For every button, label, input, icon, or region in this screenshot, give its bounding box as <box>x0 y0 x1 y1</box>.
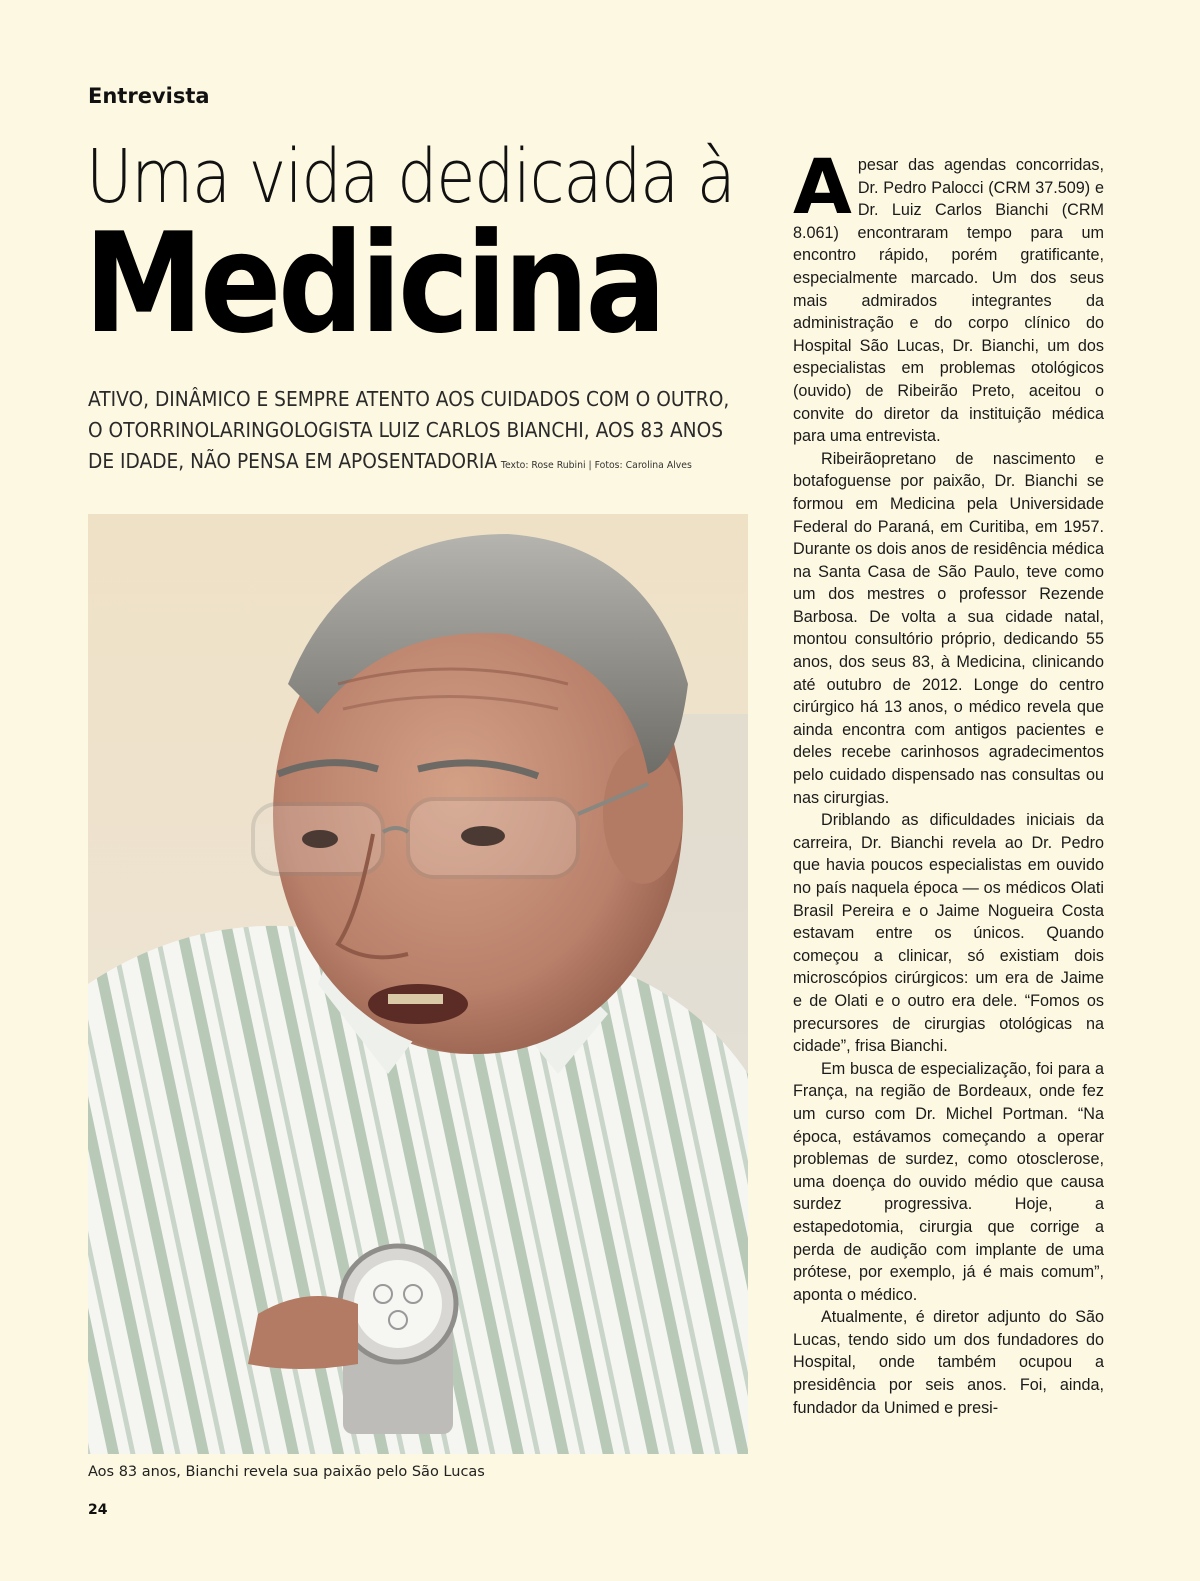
article-paragraph: Em busca de especialização, foi para a França, na região de Bordeaux, onde fez um curso com Dr. Michel Portman. “Na época, estávamos começando a operar problemas de surdez, como otosclerose, uma doença do ouvido médio que causa surdez progressiva. Hoje, a estapedotomia, cirurgia que corrige a perda de audição com implante de uma prótese, por exemplo, já é mais comum”, aponta o médico. <box>793 1059 1104 1304</box>
photo-caption: Aos 83 anos, Bianchi revela sua paixão pelo São Lucas <box>88 1464 485 1480</box>
article-paragraph: Driblando as dificuldades iniciais da carreira, Dr. Bianchi revela ao Dr. Pedro que havia poucos especialistas em ouvido no país naquela época — os médicos Olati Brasil Pereira e o Jaime Nogueira Costa estavam entre os únicos. Quando começou a clinicar, só existiam dois microscópios cirúrgicos: um era de Jaime e de Olati e o outro era dele. “Fomos os precursores de cirurgias otológicas na cidade”, frisa Bianchi. <box>793 811 1104 1056</box>
drop-cap: A <box>793 142 852 231</box>
page-number: 24 <box>88 1502 108 1518</box>
deck <box>88 384 808 481</box>
article-paragraph: Ribeirãopretano de nascimento e botafoguense por paixão, Dr. Bianchi se formou em Medicina pela Universidade Federal do Paraná, em Curitiba, em 1957. Durante os dois anos de residência médica na Santa Casa de São Paulo, teve como um dos mestres o professor Rezende Barbosa. De volta a sua cidade natal, montou consultório próprio, dedicando 55 anos, dos seus 83, à Medicina, clinicando até outubro de 2012. Longe do centro cirúrgico há 13 anos, o médico revela que ainda encontra com antigos pacientes e deles recebe carinhosos agradecimentos pelo cuidado dispensado nas consultas ou nas cirurgias. <box>793 449 1104 807</box>
portrait-photo <box>88 514 748 1454</box>
deck-line-text: DE IDADE, NÃO PENSA EM APOSENTADORIA <box>88 449 498 473</box>
article-paragraph-text: pesar das agendas concorridas, Dr. Pedro Palocci (CRM 37.509) e Dr. Luiz Carlos Bianchi (CRM 8.061) encontraram tempo para um encontro rápido, porém gratificante, especialmente marcado. Um dos seus mais admirados integrantes da administração e do corpo clínico do Hospital São Lucas, Dr. Bianchi, um dos especialistas em problemas otológicos (ouvido) de Ribeirão Preto, aceitou o convite do diretor da instituição médica para uma entrevista. <box>793 156 1104 446</box>
photo-text-credits: Texto: Rose Rubini | Fotos: Carolina Alves <box>500 460 692 471</box>
title-line-2: Medicina <box>84 203 663 364</box>
deck-line: ATIVO, DINÂMICO E SEMPRE ATENTO AOS CUIDADOS COM O OUTRO, <box>88 387 730 411</box>
section-label: Entrevista <box>88 84 210 108</box>
deck-line <box>88 446 758 481</box>
deck-line: O OTORRINOLARINGOLOGISTA LUIZ CARLOS BIANCHI, AOS 83 ANOS <box>88 418 724 442</box>
article-paragraph <box>793 142 1104 448</box>
article-body <box>793 142 1104 1419</box>
article-paragraph: Atualmente, é diretor adjunto do São Lucas, tendo sido um dos fundadores do Hospital, onde também ocupou a presidência por seis anos. Foi, ainda, fundador da Unimed e presi- <box>793 1308 1104 1417</box>
title-line-1: Uma vida dedicada à <box>86 134 735 220</box>
